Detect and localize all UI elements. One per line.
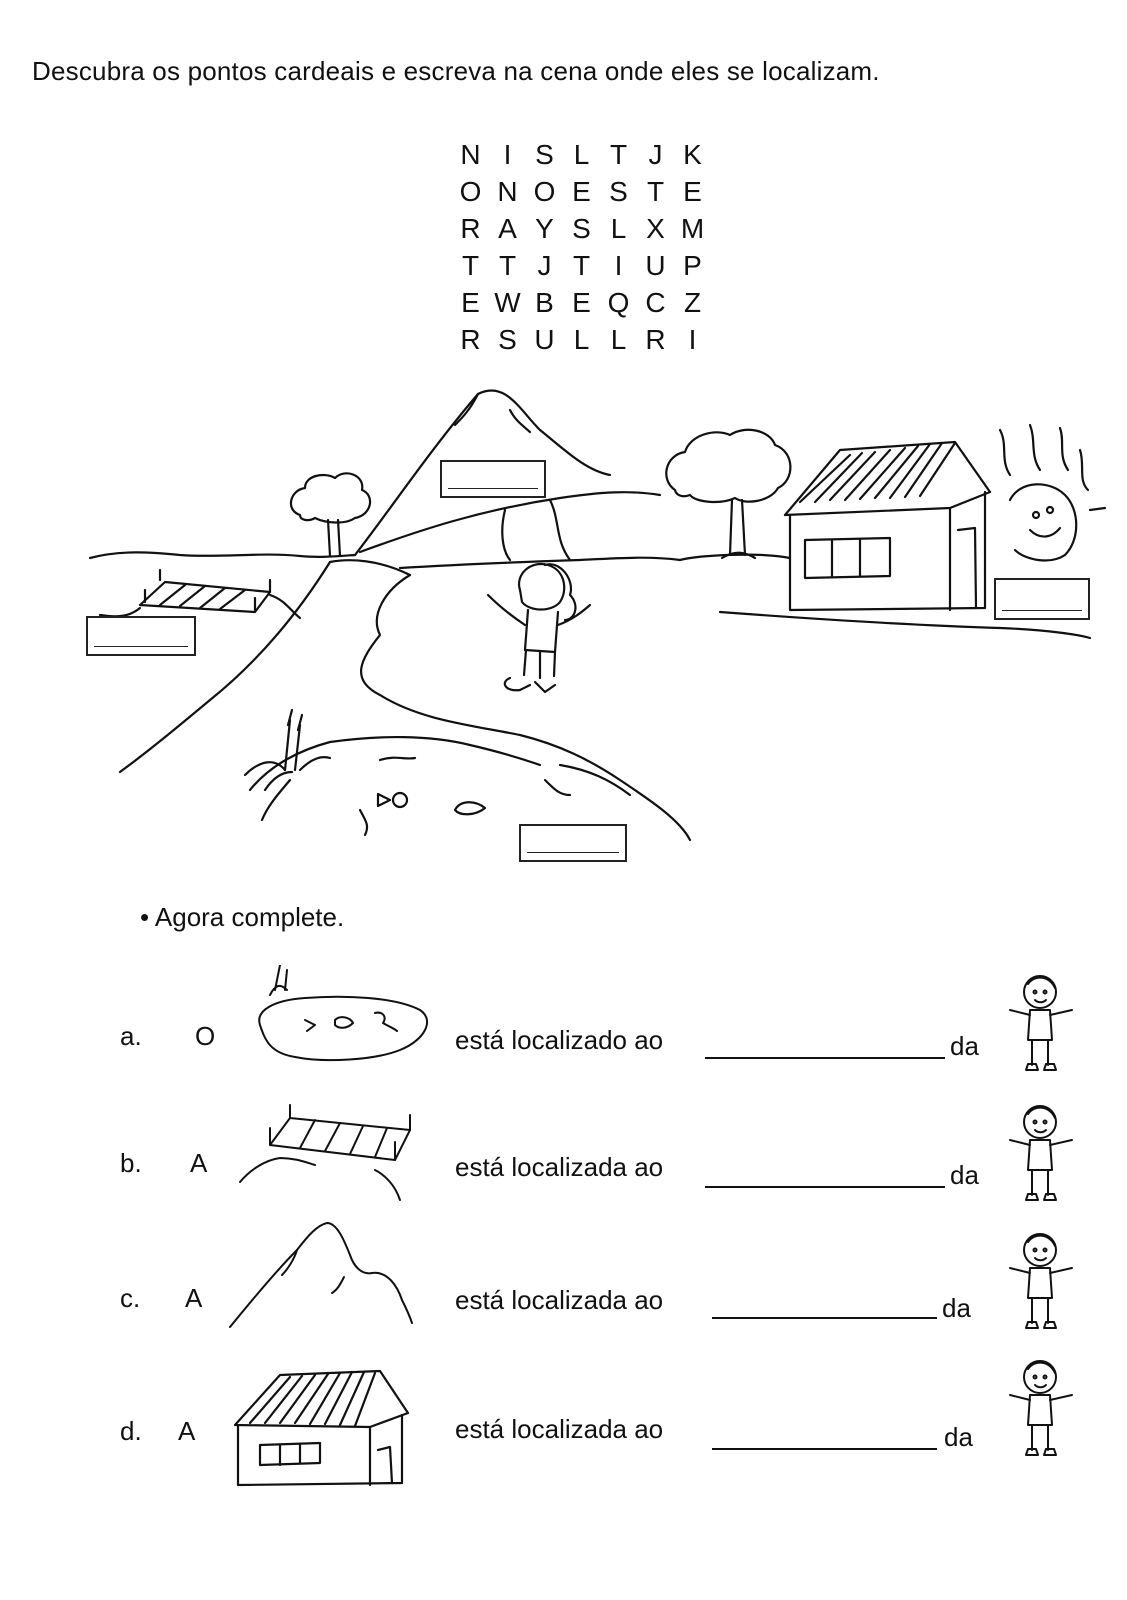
question-a: [0, 975, 1127, 1105]
word-search-row: [452, 247, 711, 284]
question-end-word: da: [950, 1160, 979, 1190]
word-search-row: [452, 321, 711, 358]
question-end-word: da: [944, 1422, 973, 1452]
word-search-letter[interactable]: S: [572, 213, 591, 244]
complete-heading: • Agora complete.: [140, 902, 345, 932]
scene-answer-box-lake[interactable]: [519, 824, 627, 862]
child-icon: [1000, 1228, 1080, 1343]
child-illustration: [488, 564, 590, 692]
word-search-letter[interactable]: B: [535, 287, 554, 318]
question-letter: a.: [120, 1021, 142, 1051]
child-icon: [1000, 970, 1080, 1085]
word-search-letter[interactable]: Q: [607, 287, 630, 318]
question-end-word: da: [942, 1293, 971, 1323]
bridge-icon: [235, 1100, 425, 1210]
word-search-letter[interactable]: E: [461, 287, 480, 318]
word-search-row: [452, 284, 711, 321]
question-letter: b.: [120, 1148, 142, 1178]
word-search-letter[interactable]: L: [610, 324, 627, 355]
lake-icon: [235, 965, 435, 1075]
question-letter: d.: [120, 1416, 142, 1446]
word-search-letter[interactable]: L: [610, 213, 627, 244]
question-c: [0, 1225, 1127, 1355]
sun-illustration: [1000, 425, 1105, 560]
road-path: [120, 560, 690, 840]
scene-answer-box-mountain[interactable]: [440, 460, 546, 498]
scene-answer-box-house[interactable]: [994, 578, 1090, 620]
question-article: O: [195, 1021, 216, 1051]
reeds-illustration: [245, 710, 330, 820]
word-search-letter[interactable]: A: [498, 213, 517, 244]
mountain-icon: [222, 1215, 422, 1335]
word-search-letter[interactable]: S: [498, 324, 517, 355]
word-search-letter[interactable]: T: [461, 250, 480, 281]
answer-blank[interactable]: [712, 1448, 937, 1450]
word-search-row: [452, 136, 711, 173]
word-search-letter[interactable]: E: [572, 287, 591, 318]
child-icon: [1000, 1100, 1080, 1215]
question-article: A: [190, 1148, 208, 1178]
word-search-letter[interactable]: J: [537, 250, 552, 281]
answer-blank[interactable]: [705, 1057, 945, 1059]
word-search-letter[interactable]: U: [645, 250, 666, 281]
question-article: A: [178, 1416, 196, 1446]
answer-blank[interactable]: [705, 1186, 945, 1188]
word-search-letter[interactable]: J: [648, 139, 663, 170]
question-text: está localizada ao: [455, 1285, 664, 1315]
word-search-letter[interactable]: P: [683, 250, 702, 281]
word-search-grid: [452, 136, 711, 358]
word-search-letter[interactable]: I: [688, 324, 697, 355]
word-search-letter[interactable]: R: [460, 213, 481, 244]
question-d: [0, 1350, 1127, 1480]
word-search-letter[interactable]: R: [460, 324, 481, 355]
word-search-letter[interactable]: C: [645, 287, 666, 318]
word-search-row: [452, 210, 711, 247]
scene-answer-box-bridge[interactable]: [86, 616, 196, 656]
word-search-letter[interactable]: K: [683, 139, 702, 170]
word-search-letter[interactable]: T: [609, 139, 628, 170]
question-article: A: [185, 1283, 203, 1313]
question-end-word: da: [950, 1031, 979, 1061]
word-search-letter[interactable]: S: [609, 176, 628, 207]
word-search-letter[interactable]: O: [533, 176, 556, 207]
word-search-letter[interactable]: N: [497, 176, 518, 207]
word-search-letter[interactable]: U: [534, 324, 555, 355]
word-search-letter[interactable]: E: [683, 176, 702, 207]
word-search-letter[interactable]: M: [680, 213, 705, 244]
word-search-letter[interactable]: N: [460, 139, 481, 170]
word-search-letter[interactable]: T: [572, 250, 591, 281]
right-tree-illustration: [666, 430, 790, 558]
word-search-letter[interactable]: R: [645, 324, 666, 355]
word-search-letter[interactable]: Z: [683, 287, 702, 318]
word-search-letter[interactable]: X: [646, 213, 665, 244]
house-icon: [230, 1365, 410, 1495]
word-search-letter[interactable]: E: [572, 176, 591, 207]
word-search-letter[interactable]: L: [573, 324, 590, 355]
lake-illustration: [250, 737, 630, 835]
instruction-text: Descubra os pontos cardeais e escreva na cena onde eles se localizam.: [32, 56, 880, 86]
ground-lines: [90, 552, 790, 568]
question-letter: c.: [120, 1283, 141, 1313]
child-icon: [1000, 1355, 1080, 1470]
question-b: [0, 1100, 1127, 1230]
question-text: está localizada ao: [455, 1414, 664, 1444]
word-search-letter[interactable]: O: [459, 176, 482, 207]
question-text: está localizada ao: [455, 1152, 664, 1182]
word-search-letter[interactable]: S: [535, 139, 554, 170]
word-search-letter[interactable]: Y: [535, 213, 554, 244]
word-search-letter[interactable]: W: [494, 287, 521, 318]
word-search-letter[interactable]: L: [573, 139, 590, 170]
word-search-letter[interactable]: T: [498, 250, 517, 281]
left-tree-illustration: [291, 473, 370, 556]
word-search-letter[interactable]: I: [503, 139, 512, 170]
word-search-row: [452, 173, 711, 210]
answer-blank[interactable]: [712, 1317, 937, 1319]
word-search-letter[interactable]: I: [614, 250, 623, 281]
word-search-letter[interactable]: T: [646, 176, 665, 207]
question-text: está localizado ao: [455, 1025, 664, 1055]
bridge-illustration: [100, 570, 300, 618]
